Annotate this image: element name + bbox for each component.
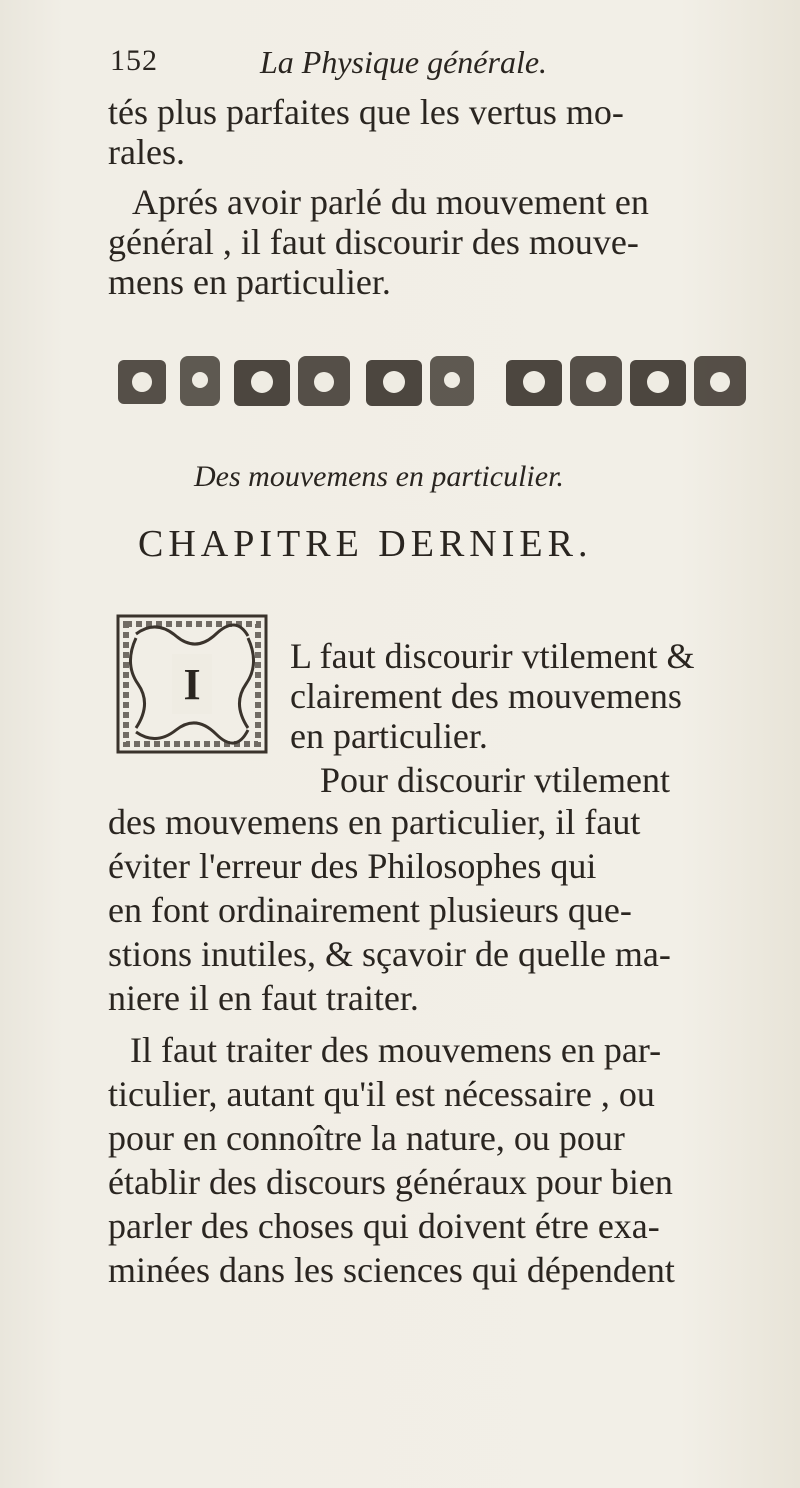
section-title: Des mouvemens en particulier. — [194, 460, 564, 493]
text-line: général , il faut discourir des mouve- — [108, 222, 639, 262]
text-line: Aprés avoir parlé du mouvement en — [132, 182, 649, 222]
drop-cap — [116, 614, 276, 762]
text-line: établir des discours généraux pour bien — [108, 1162, 673, 1202]
text-line: clairement des mouvemens — [290, 676, 682, 716]
text-line: rales. — [108, 132, 185, 172]
chapter-title: CHAPITRE DERNIER. — [138, 523, 593, 565]
text-line: parler des choses qui doivent étre exa- — [108, 1206, 660, 1246]
text-line: niere il en faut traiter. — [108, 978, 419, 1018]
text-line: Pour discourir vtilement — [320, 760, 670, 800]
text-line: tés plus parfaites que les vertus mo- — [108, 92, 624, 132]
running-title: La Physique générale. — [260, 44, 548, 80]
running-head — [110, 44, 750, 84]
ornament-band-icon — [118, 352, 786, 412]
text-line: minées dans les sciences qui dépendent — [108, 1250, 675, 1290]
text-line: en particulier. — [290, 716, 488, 756]
text-line: ticulier, autant qu'il est nécessaire , ou — [108, 1074, 655, 1114]
page-number: 152 — [110, 44, 158, 77]
text-line: L faut discourir vtilement & — [290, 636, 695, 676]
text-line: Il faut traiter des mouvemens en par- — [130, 1030, 662, 1070]
drop-cap-letter: I — [183, 659, 201, 709]
text-line: en font ordinairement plusieurs que- — [108, 890, 632, 930]
text-line: éviter l'erreur des Philosophes qui — [108, 846, 597, 886]
text-line: des mouvemens en particulier, il faut — [108, 802, 641, 842]
text-line: pour en connoître la nature, ou pour — [108, 1118, 625, 1158]
text-line: stions inutiles, & sçavoir de quelle ma- — [108, 934, 671, 974]
text-line: mens en particulier. — [108, 262, 391, 302]
